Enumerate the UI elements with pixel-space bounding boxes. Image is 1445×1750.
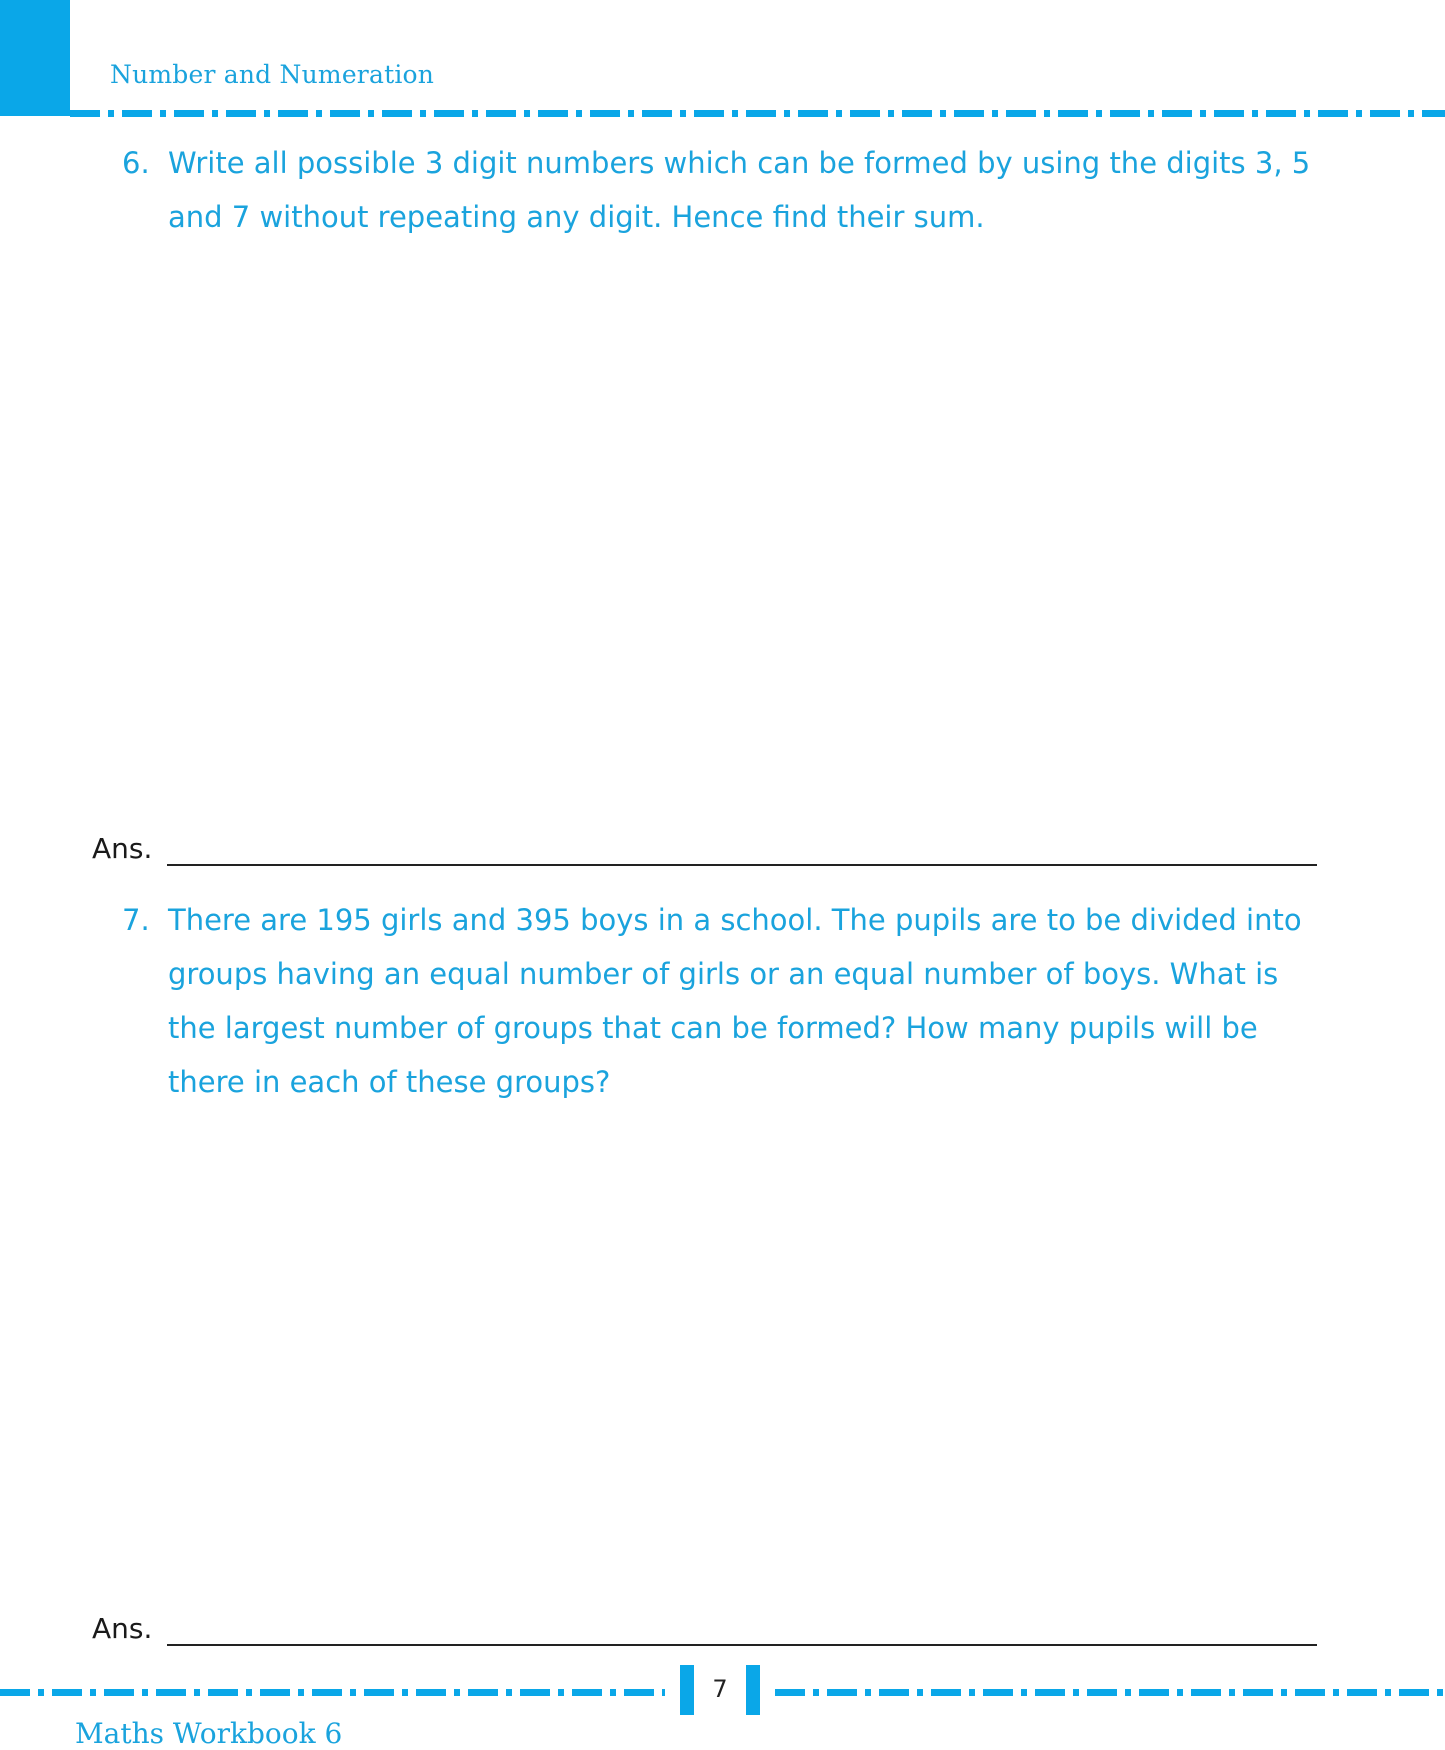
page-bar-left (680, 1665, 694, 1715)
page-number-box (680, 1665, 760, 1715)
question-6 (122, 136, 1322, 244)
section-title: Number and Numeration (110, 60, 435, 89)
question-number: 7. (122, 903, 150, 937)
question-7 (122, 893, 1322, 1109)
footer-divider-left (0, 1689, 665, 1696)
header-divider (70, 110, 1445, 117)
question-text: Write all possible 3 digit numbers which can be formed by using the digits 3, 5 and 7 without repeating any digit. Hence find their sum. (168, 146, 1311, 234)
question-number: 6. (122, 146, 150, 180)
page-number: 7 (712, 1675, 728, 1703)
answer-label: Ans. (92, 832, 153, 865)
book-title: Maths Workbook 6 (75, 1717, 343, 1750)
question-text: There are 195 girls and 395 boys in a school. The pupils are to be divided into groups having an equal number of girls or an equal number of boys. What is the largest number of groups that can be formed? How many pupils will be there in each of these groups? (168, 903, 1302, 1099)
footer-divider-right (775, 1689, 1445, 1696)
header-corner-block (0, 0, 70, 116)
answer-rule (167, 864, 1317, 866)
answer-rule (167, 1644, 1317, 1646)
page-bar-right (746, 1665, 760, 1715)
answer-label: Ans. (92, 1612, 153, 1645)
